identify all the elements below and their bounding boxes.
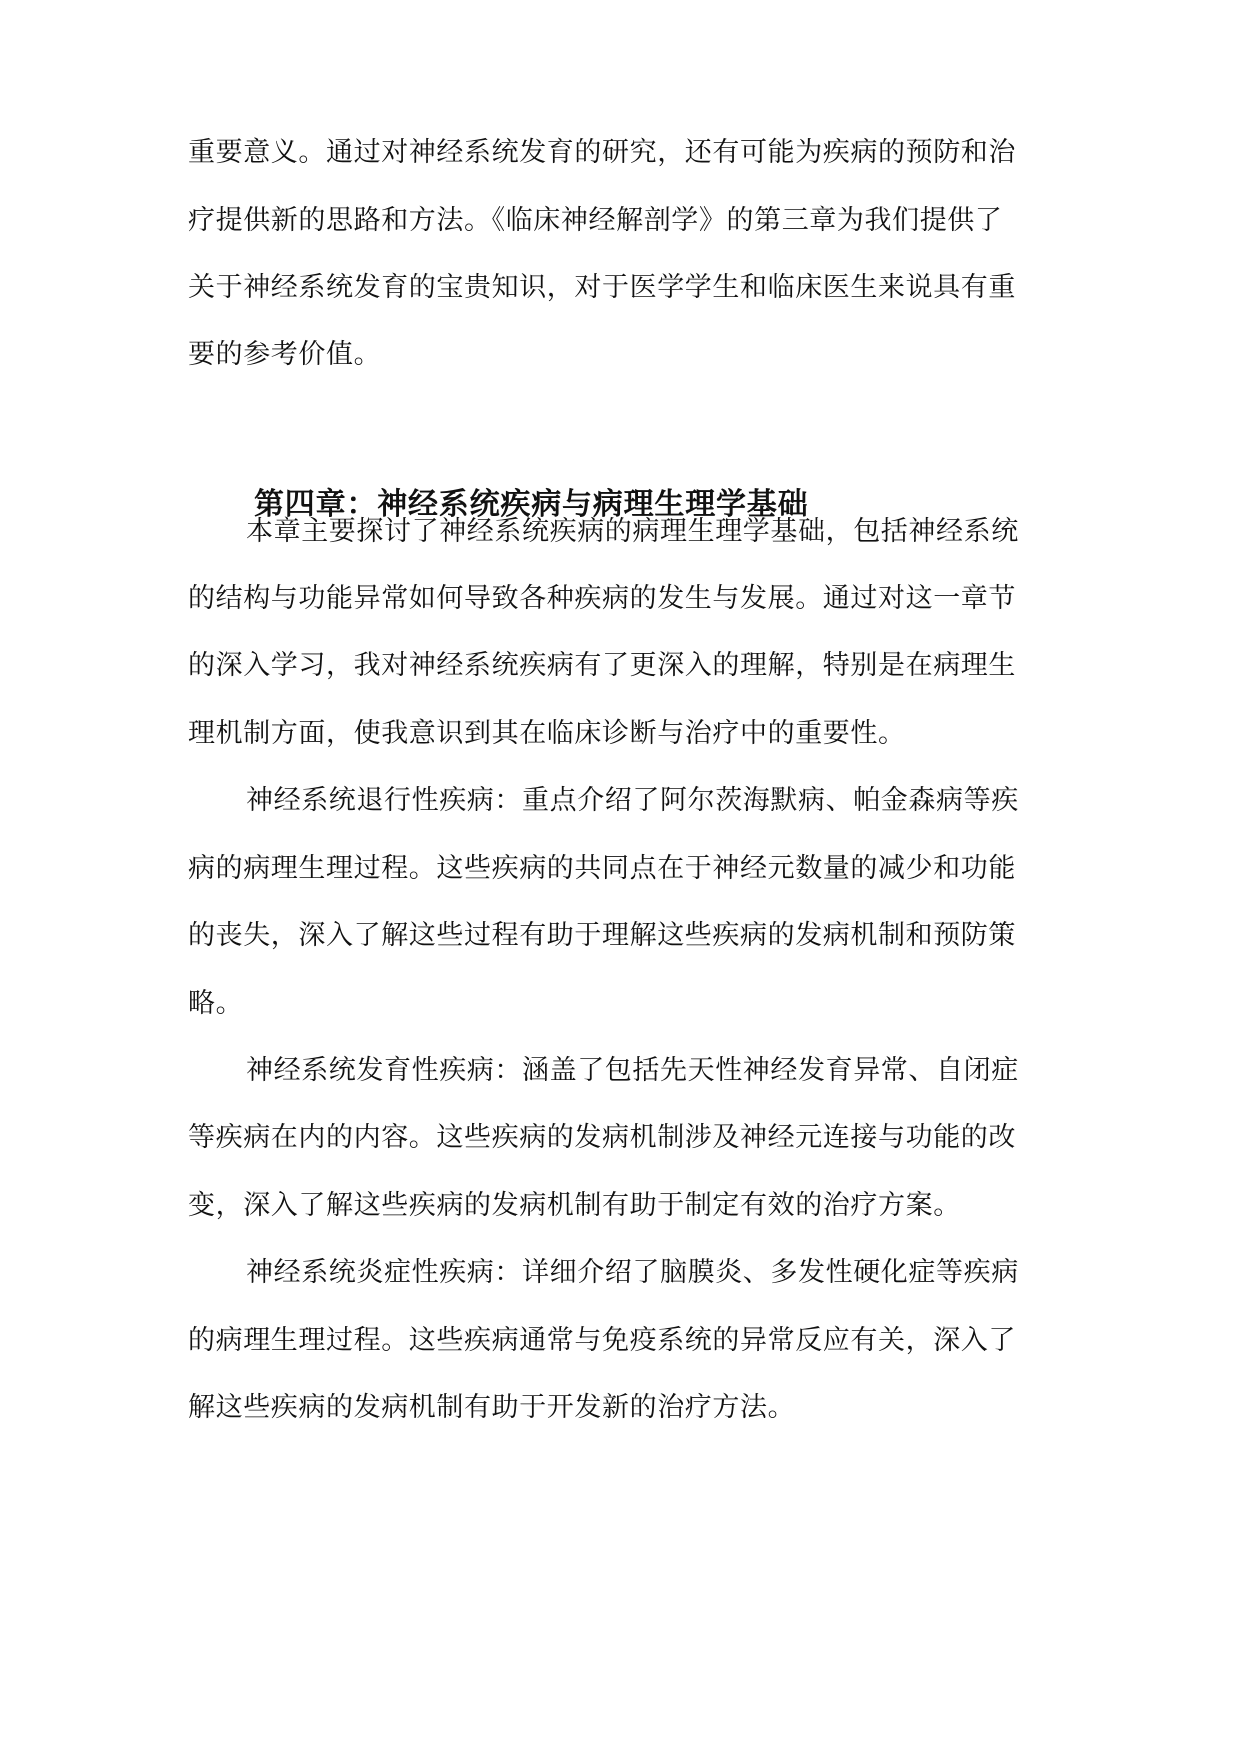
paragraph-line: 本章主要探讨了神经系统疾病的病理生理学基础，包括神经系统 <box>246 516 1019 547</box>
paragraph-line: 略。 <box>188 988 244 1019</box>
chapter-heading: 第四章：神经系统疾病与病理生理学基础 <box>254 487 809 522</box>
paragraph-line: 神经系统炎症性疾病：详细介绍了脑膜炎、多发性硬化症等疾病 <box>246 1257 1019 1288</box>
body-text-line: 重要意义。通过对神经系统发育的研究，还有可能为疾病的预防和治 <box>188 137 1016 168</box>
paragraph-line: 的丧失，深入了解这些过程有助于理解这些疾病的发病机制和预防策 <box>188 920 1016 951</box>
paragraph-line: 神经系统退行性疾病：重点介绍了阿尔茨海默病、帕金森病等疾 <box>246 785 1019 816</box>
paragraph-line: 的深入学习，我对神经系统疾病有了更深入的理解，特别是在病理生 <box>188 650 1016 681</box>
paragraph-line: 病的病理生理过程。这些疾病的共同点在于神经元数量的减少和功能 <box>188 853 1016 884</box>
body-text-line: 要的参考价值。 <box>188 339 382 370</box>
paragraph-line: 的结构与功能异常如何导致各种疾病的发生与发展。通过对这一章节 <box>188 583 1016 614</box>
body-text-line: 关于神经系统发育的宝贵知识，对于医学学生和临床医生来说具有重 <box>188 272 1016 303</box>
body-text-line: 疗提供新的思路和方法。《临床神经解剖学》的第三章为我们提供了 <box>188 205 1003 236</box>
paragraph-line: 变，深入了解这些疾病的发病机制有助于制定有效的治疗方案。 <box>188 1190 961 1221</box>
paragraph-line: 解这些疾病的发病机制有助于开发新的治疗方法。 <box>188 1392 796 1423</box>
paragraph-line: 神经系统发育性疾病：涵盖了包括先天性神经发育异常、自闭症 <box>246 1055 1019 1086</box>
paragraph-line: 的病理生理过程。这些疾病通常与免疫系统的异常反应有关，深入了 <box>188 1325 1016 1356</box>
paragraph-line: 等疾病在内的内容。这些疾病的发病机制涉及神经元连接与功能的改 <box>188 1122 1016 1153</box>
paragraph-line: 理机制方面，使我意识到其在临床诊断与治疗中的重要性。 <box>188 718 906 749</box>
